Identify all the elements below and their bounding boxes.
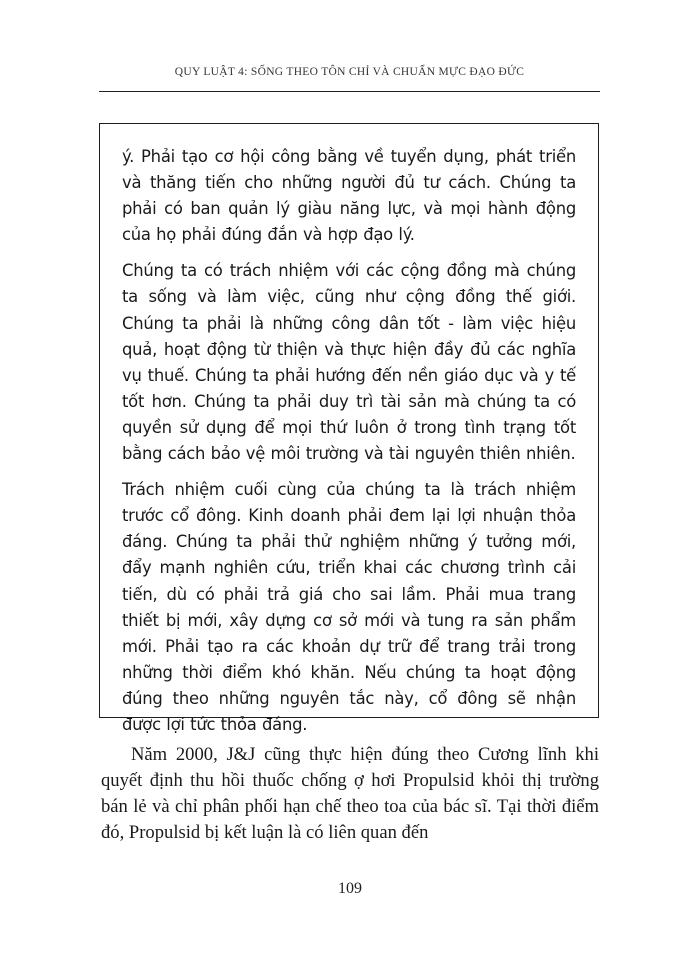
running-title: QUY LUẬT 4: SỐNG THEO TÔN CHỈ VÀ CHUẨN MỰC ĐẠO ĐỨC (174, 66, 525, 78)
credo-paragraph: ý. Phải tạo cơ hội công bằng về tuyển dụng, phát triển và thăng tiến cho những người đủ tư cách. Chúng ta phải có ban quản lý giàu năng lực, và mọi hành động của họ phải đúng đắn và hợp đạo lý. (122, 147, 576, 245)
credo-paragraph: Chúng ta có trách nhiệm với các cộng đồng mà chúng ta sống và làm việc, cũng như cộng đồng thế giới. Chúng ta phải là những công dân tốt - làm việc hiệu quả, hoạt động từ thiện và thực hiện đầy đủ các nghĩa vụ thuế. Chúng ta phải hướng đến nền giáo dục và y tế tốt hơn. Chúng ta phải duy trì tài sản mà chúng ta có quyền sử dụng để mọi thứ luôn ở trong tình trạng tốt bằng cách bảo vệ môi trường và tài nguyên thiên nhiên. (122, 261, 576, 464)
quoted-credo-box (99, 123, 599, 734)
running-header (99, 62, 600, 92)
body-paragraph: Năm 2000, J&J cũng thực hiện đúng theo Cương lĩnh khi quyết định thu hồi thuốc chống ợ hơi Propulsid khỏi thị trường bán lẻ và chỉ phân phối hạn chế theo toa của bác sĩ. Tại thời điểm đó, Propulsid bị kết luận là có liên quan đến (101, 744, 599, 843)
page-number: 109 (338, 880, 362, 897)
body-text (101, 742, 599, 846)
credo-paragraph: Trách nhiệm cuối cùng của chúng ta là trách nhiệm trước cổ đông. Kinh doanh phải đem lại lợi nhuận thỏa đáng. Chúng ta phải thử nghiệm những ý tưởng mới, đẩy mạnh nghiên cứu, triển khai các chương trình cải tiến, dù có phải trả giá cho sai lầm. Phải mua trang thiết bị mới, xây dựng cơ sở mới và tung ra sản phẩm mới. Phải tạo ra các khoản dự trữ để trang trải trong những thời điểm khó khăn. Nếu chúng ta hoạt động đúng theo những nguyên tắc này, cổ đông sẽ nhận được lợi tức thỏa đáng. (122, 480, 576, 734)
